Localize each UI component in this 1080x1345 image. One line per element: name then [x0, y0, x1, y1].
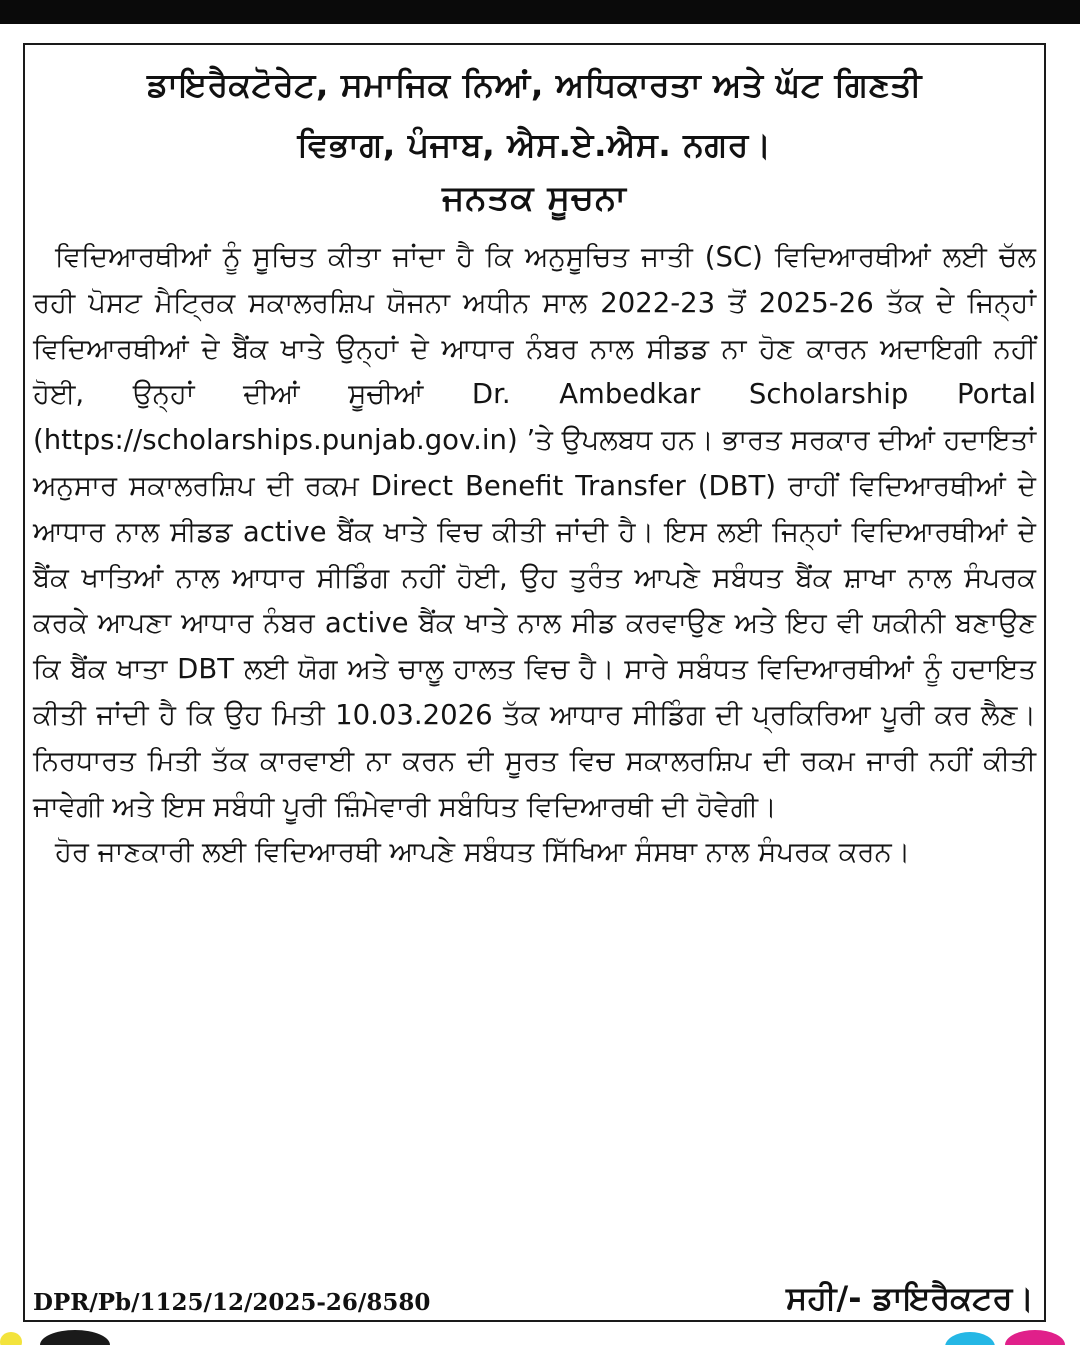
yellow-print-mark [0, 1332, 22, 1345]
notice-paragraph-contact: ਹੋਰ ਜਾਣਕਾਰੀ ਲਈ ਵਿਦਿਆਰਥੀ ਆਪਣੇ ਸਬੰਧਤ ਸਿੱਖਿਆ ਸੰਸਥਾ ਨਾਲ ਸੰਪਰਕ ਕਰਨ। [55, 836, 911, 869]
notice-paragraph-main: ਵਿਦਿਆਰਥੀਆਂ ਨੂੰ ਸੂਚਿਤ ਕੀਤਾ ਜਾਂਦਾ ਹੈ ਕਿ ਅਨੁਸੂਚਿਤ ਜਾਤੀ (SC) ਵਿਦਿਆਰਥੀਆਂ ਲਈ ਚੱਲ ਰਹੀ ਪੋਸਟ ਮੈਟ੍ਰਿਕ ਸਕਾਲਰਸ਼ਿਪ ਯੋਜਨਾ ਅਧੀਨ ਸਾਲ 2022-23 ਤੋਂ 2025-26 ਤੱਕ ਦੇ ਜਿਨ੍ਹਾਂ ਵਿਦਿਆਰਥੀਆਂ ਦੇ ਬੈਂਕ ਖਾਤੇ ਉਨ੍ਹਾਂ ਦੇ ਆਧਾਰ ਨੰਬਰ ਨਾਲ ਸੀਡਡ ਨਾ ਹੋਣ ਕਾਰਨ ਅਦਾਇਗੀ ਨਹੀਂ ਹੋਈ, ਉਨ੍ਹਾਂ ਦੀਆਂ ਸੂਚੀਆਂ Dr. Ambedkar Scholarship Portal (https://scholarships.punjab.gov.in) ’ਤੇ ਉਪਲਬਧ ਹਨ। ਭਾਰਤ ਸਰਕਾਰ ਦੀਆਂ ਹਦਾਇਤਾਂ ਅਨੁਸਾਰ ਸਕਾਲਰਸ਼ਿਪ ਦੀ ਰਕਮ Direct Benefit Transfer (DBT) ਰਾਹੀਂ ਵਿਦਿਆਰਥੀਆਂ ਦੇ ਆਧਾਰ ਨਾਲ ਸੀਡਡ active ਬੈਂਕ ਖਾਤੇ ਵਿਚ ਕੀਤੀ ਜਾਂਦੀ ਹੈ। ਇਸ ਲਈ ਜਿਨ੍ਹਾਂ ਵਿਦਿਆਰਥੀਆਂ ਦੇ ਬੈਂਕ ਖਾਤਿਆਂ ਨਾਲ ਆਧਾਰ ਸੀਡਿੰਗ ਨਹੀਂ ਹੋਈ, ਉਹ ਤੁਰੰਤ ਆਪਣੇ ਸਬੰਧਤ ਬੈਂਕ ਸ਼ਾਖਾ ਨਾਲ ਸੰਪਰਕ ਕਰਕੇ ਆਪਣਾ ਆਧਾਰ ਨੰਬਰ active ਬੈਂਕ ਖਾਤੇ ਨਾਲ ਸੀਡ ਕਰਵਾਉਣ ਅਤੇ ਇਹ ਵੀ ਯਕੀਨੀ ਬਣਾਉਣ ਕਿ ਬੈਂਕ ਖਾਤਾ DBT ਲਈ ਯੋਗ ਅਤੇ ਚਾਲੂ ਹਾਲਤ ਵਿਚ ਹੈ। ਸਾਰੇ ਸਬੰਧਤ ਵਿਦਿਆਰਥੀਆਂ ਨੂੰ ਹਦਾਇਤ ਕੀਤੀ ਜਾਂਦੀ ਹੈ ਕਿ ਉਹ ਮਿਤੀ 10.03.2026 ਤੱਕ ਆਧਾਰ ਸੀਡਿੰਗ ਦੀ ਪ੍ਰਕਿਰਿਆ ਪੂਰੀ ਕਰ ਲੈਣ। ਨਿਰਧਾਰਤ ਮਿਤੀ ਤੱਕ ਕਾਰਵਾਈ ਨਾ ਕਰਨ ਦੀ ਸੂਰਤ ਵਿਚ ਸਕਾਲਰਸ਼ਿਪ ਦੀ ਰਕਮ ਜਾਰੀ ਨਹੀਂ ਕੀਤੀ ਜਾਵੇਗੀ ਅਤੇ ਇਸ ਸਬੰਧੀ ਪੂਰੀ ਜ਼ਿੰਮੇਵਾਰੀ ਸਬੰਧਿਤ ਵਿਦਿਆਰਥੀ ਦੀ ਹੋਵੇਗੀ। [33, 241, 1036, 823]
black-print-mark [40, 1330, 110, 1345]
top-black-bar [0, 0, 1080, 24]
department-name-line2: ਵਿਭਾਗ, ਪੰਜਾਬ, ਐਸ.ਏ.ਐਸ. ਨਗਰ। [297, 125, 772, 164]
public-notice [23, 43, 1046, 1322]
signature-director: ਸਹੀ/- ਡਾਇਰੈਕਟਰ। [785, 1279, 1034, 1317]
cyan-print-mark [945, 1332, 995, 1345]
notice-body [33, 235, 1036, 876]
reference-number: DPR/Pb/1125/12/2025-26/8580 [33, 1289, 431, 1316]
notice-title: ਜਨਤਕ ਸੂਚਨਾ [442, 178, 627, 218]
department-name-line1: ਡਾਇਰੈਕਟੋਰੇਟ, ਸਮਾਜਿਕ ਨਿਆਂ, ਅਧਿਕਾਰਤਾ ਅਤੇ ਘੱਟ ਗਿਣਤੀ [147, 65, 922, 104]
magenta-print-mark [1005, 1330, 1065, 1345]
